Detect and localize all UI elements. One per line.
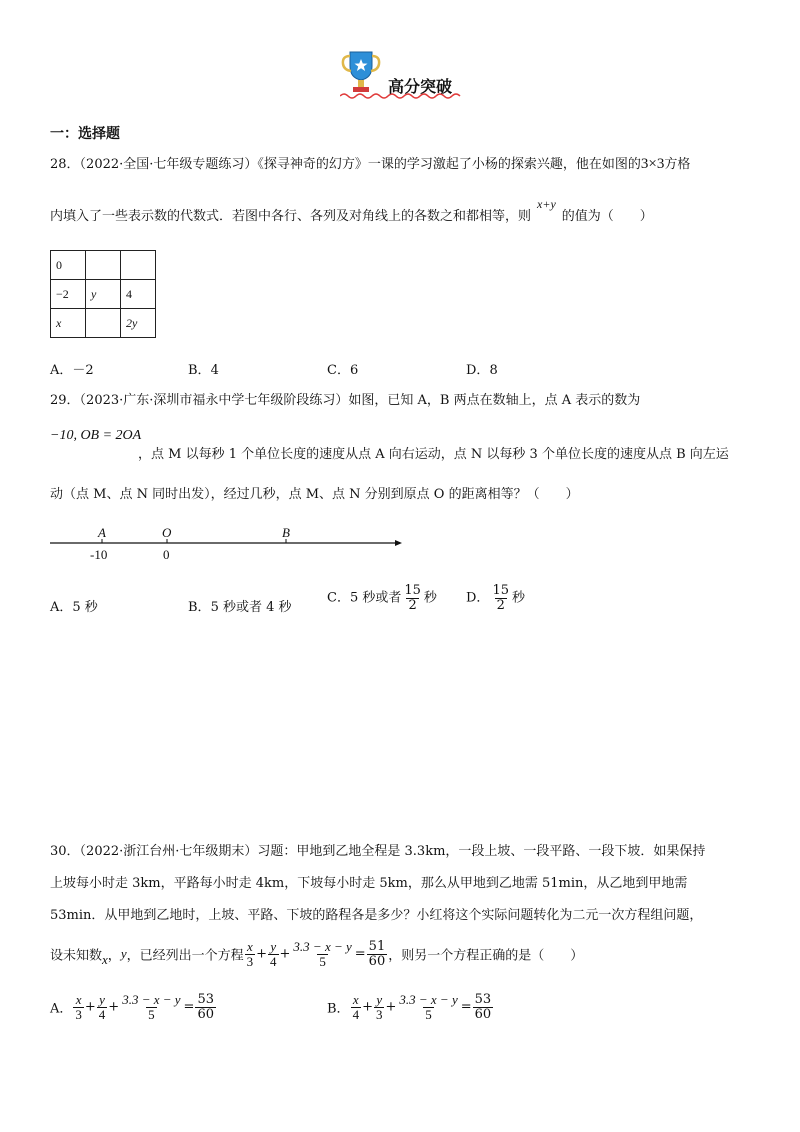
q30-line2: 上坡每小时走 3km，平路每小时走 4km，下坡每小时走 5km，那么从甲地到乙地需 51min，从乙地到甲地需 — [50, 876, 688, 891]
grid-row — [51, 309, 156, 338]
fraction — [120, 993, 182, 1021]
point-o-value: 0 — [163, 547, 170, 562]
point-o-label: O — [162, 525, 172, 540]
option-label: A． — [50, 363, 73, 378]
option-label: B． — [327, 1001, 350, 1017]
option-value: 5 秒或者 4 秒 — [210, 600, 292, 615]
frac-den: 4 — [270, 953, 277, 969]
frac-den: 3 — [375, 1006, 383, 1022]
frac-num: 3.3 − x − y — [399, 992, 458, 1007]
grid-cell: 2y — [121, 309, 156, 338]
frac-den: 4 — [98, 1006, 106, 1022]
point-a-label: A — [98, 525, 106, 540]
plus: + — [385, 999, 397, 1015]
point-a-value: -10 — [90, 547, 108, 562]
option-value: 8 — [489, 363, 498, 378]
frac-num: y — [376, 992, 383, 1007]
plus: + — [362, 999, 373, 1015]
header-banner — [338, 48, 468, 98]
fraction — [195, 993, 216, 1021]
q28-line1-suffix: 方格 — [664, 157, 691, 172]
q28-option-a[interactable] — [50, 359, 94, 378]
q28-line1-prefix: 28．（2022·全国·七年级专题练习）《探寻神奇的幻方》一课的学习激起了小杨的探索兴趣，他在如图的 — [50, 157, 641, 172]
plus: + — [279, 946, 291, 962]
option-text: 秒 — [423, 590, 437, 606]
grid-cell: 0 — [51, 251, 86, 280]
frac-den: 60 — [368, 953, 386, 969]
frac-num: 53 — [474, 992, 492, 1007]
option-label: D． — [466, 590, 490, 606]
q30-line4-prefix: 设未知数 — [50, 948, 103, 964]
frac-num: 53 — [197, 992, 214, 1007]
option-value: 5 秒 — [72, 600, 98, 615]
section-title: 一：选择题 — [50, 126, 120, 142]
fraction — [97, 993, 108, 1021]
option-value: 6 — [349, 363, 359, 378]
q29-option-a[interactable] — [50, 596, 98, 615]
equals: = — [460, 999, 472, 1015]
plus: + — [256, 946, 268, 962]
frac-den: 2 — [496, 597, 505, 613]
q28-dim-a: 3 — [640, 156, 649, 172]
fraction — [374, 993, 385, 1021]
grid-cell — [121, 251, 156, 280]
q29-line1: 29．（2023·广东·深圳市福永中学七年级阶段练习）如图，已知 A，B 两点在数轴上，点 A 表示的数为 — [50, 393, 641, 408]
option-label: A． — [50, 1001, 73, 1017]
frac-den: 2 — [408, 597, 417, 613]
grid-cell: −2 — [51, 280, 86, 309]
grid-cell: x — [51, 309, 86, 338]
q28-line1 — [50, 153, 690, 173]
grid-row — [51, 251, 156, 280]
q28-dim-times: × — [648, 156, 657, 172]
equals: = — [354, 946, 366, 962]
frac-num: 15 — [404, 583, 421, 598]
trophy-icon — [338, 48, 384, 98]
frac-den: 60 — [197, 1006, 214, 1022]
option-label: C． — [327, 363, 350, 378]
frac-num: y — [270, 939, 277, 954]
q30-option-b[interactable] — [327, 993, 494, 1021]
option-value: 4 — [210, 363, 219, 378]
fraction — [351, 993, 362, 1021]
frac-den: 3 — [75, 1006, 82, 1022]
q28-dim-b: 3 — [656, 156, 665, 172]
frac-num: x — [352, 992, 359, 1007]
frac-num: 3.3 − x − y — [122, 992, 181, 1007]
q29-line2 — [50, 428, 141, 444]
option-label: B． — [188, 363, 211, 378]
option-text: 5 秒或者 — [349, 590, 402, 606]
grid-row — [51, 280, 156, 309]
q29-line2-text: ，点 M 以每秒 1 个单位长度的速度从点 A 向右运动，点 N 以每秒 3 个单位长度的速度从点 B 向左运 — [138, 447, 729, 462]
frac-num: x — [75, 992, 82, 1007]
magic-square-grid — [50, 250, 156, 338]
fraction — [490, 584, 511, 612]
q28-line2-suffix: 的值为（ ） — [561, 209, 653, 224]
number-line — [50, 522, 410, 567]
var-y: y — [120, 946, 127, 962]
q28-line2-text: 内填入了一些表示数的代数式．若图中各行、各列及对角线上的各数之和都相等，则 — [50, 209, 532, 224]
point-b-label: B — [282, 525, 290, 540]
q30-line3: 53min．从甲地到乙地时，上坡、平路、下坡的路程各是多少？小红将这个实际问题转化为二元一次方程组问题， — [50, 908, 703, 923]
fraction — [402, 584, 423, 612]
option-text: 秒 — [511, 590, 525, 606]
q29-option-d[interactable] — [466, 584, 525, 612]
plus: + — [108, 999, 120, 1015]
q28-option-c[interactable] — [327, 359, 358, 378]
equals: = — [183, 999, 195, 1015]
frac-den: 5 — [425, 1006, 432, 1022]
frac-num: 15 — [492, 583, 509, 598]
option-value: －2 — [72, 363, 94, 378]
q30-line4 — [50, 940, 583, 968]
fraction — [268, 940, 279, 968]
frac-den: 4 — [352, 1006, 360, 1022]
option-label: D． — [466, 363, 490, 378]
frac-num: 3.3 − x − y — [293, 939, 352, 954]
q28-option-b[interactable] — [188, 359, 219, 378]
q29-option-c[interactable] — [327, 584, 437, 612]
q30-line4-mid: ，已经列出一个方程 — [126, 948, 244, 964]
var-x: x — [102, 951, 108, 967]
comma: ， — [107, 948, 121, 964]
q28-expr: x+y — [537, 197, 556, 211]
option-label: B． — [188, 600, 211, 615]
frac-den: 3 — [246, 953, 254, 969]
q29-option-b[interactable] — [188, 596, 292, 615]
q29-line2-math: −10, OB = 2OA — [50, 428, 142, 443]
frac-den: 60 — [474, 1006, 492, 1022]
q28-line2 — [50, 197, 653, 224]
option-label: A． — [50, 600, 73, 615]
q30-option-a[interactable] — [50, 993, 217, 1021]
fraction — [473, 993, 494, 1021]
fraction — [291, 940, 353, 968]
grid-cell: y — [86, 280, 121, 309]
plus: + — [84, 999, 96, 1015]
grid-cell — [86, 309, 121, 338]
q30-line4-suffix: ，则另一个方程正确的是（ ） — [388, 948, 584, 964]
q28-option-d[interactable] — [466, 359, 498, 378]
option-label: C． — [327, 590, 350, 606]
frac-num: 51 — [368, 939, 386, 954]
fraction — [73, 993, 84, 1021]
grid-cell — [86, 251, 121, 280]
frac-num: x — [246, 939, 253, 954]
fraction — [397, 993, 459, 1021]
frac-num: y — [99, 992, 105, 1007]
q30-line1: 30．（2022·浙江台州·七年级期末）习题：甲地到乙地全程是 3.3km，一段上坡、一段平路、一段下坡．如果保持 — [50, 844, 706, 859]
grid-cell: 4 — [121, 280, 156, 309]
banner-title: 高分突破 — [388, 77, 453, 96]
frac-den: 5 — [319, 953, 326, 969]
fraction — [245, 940, 256, 968]
frac-den: 5 — [148, 1006, 155, 1022]
q29-line3: 动（点 M、点 N 同时出发），经过几秒，点 M、点 N 分别到原点 O 的距离相等？（ ） — [50, 487, 579, 502]
fraction — [367, 940, 388, 968]
